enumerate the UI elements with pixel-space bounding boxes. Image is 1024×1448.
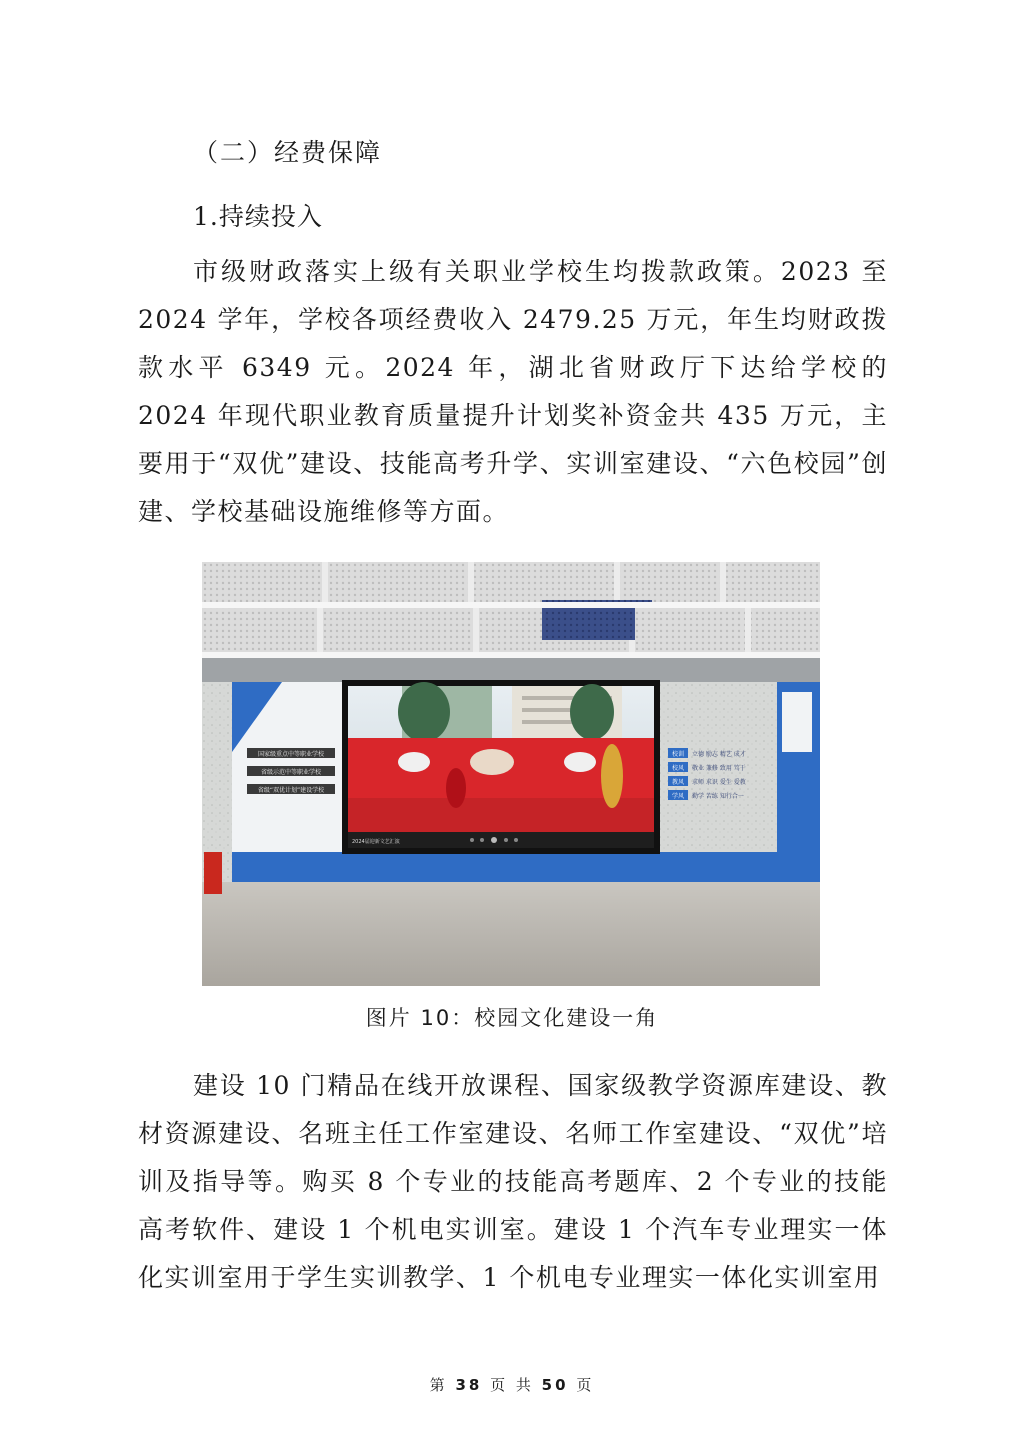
wall-sign-text: 勤学 苦练 知行合一 [692, 793, 744, 800]
figure-caption: 图片 10：校园文化建设一角 [365, 1006, 659, 1030]
paragraph-construction: 建设 10 门精品在线开放课程、国家级教学资源库建设、教材资源建设、名班主任工作室建设、名师工作室建设、“双优”培训及指导等。购买 8 个专业的技能高考题库、2 个专业的技能高考软件、建设 1 个机电实训室。建设 1 个汽车专业理实一体化实训室用于学生实训教学、1 个机电专业理实一体化实训室用 [138, 1071, 888, 1292]
photo-illustration [202, 562, 820, 986]
page-number: 38 [455, 1376, 483, 1394]
wall-sign-tag: 校风 [671, 765, 685, 772]
section-heading: （二）经费保障 [193, 138, 383, 167]
footer-prefix: 第 [429, 1376, 448, 1394]
wall-sign-tag: 教风 [671, 779, 685, 786]
wall-sign-text: 求师 求识 爱生 爱教 [692, 779, 746, 786]
wall-sign-left: 国家级重点中等职业学校 [257, 751, 325, 758]
wall-sign-text: 立德 励志 精艺 成才 [692, 751, 746, 758]
wall-sign-tag: 学风 [671, 793, 685, 800]
wall-sign-left: 省级“双优计划”建设学校 [257, 787, 325, 794]
total-pages: 50 [541, 1376, 569, 1394]
footer-middle: 页 共 [490, 1376, 534, 1394]
subsection-heading: 1.持续投入 [193, 202, 323, 231]
page-footer [0, 1374, 1024, 1395]
wall-sign-left: 省级示范中等职业学校 [260, 769, 322, 776]
campus-culture-photo [202, 562, 820, 986]
screen-banner: 2024届迎新文艺汇演 [352, 839, 400, 845]
paragraph-funding: 市级财政落实上级有关职业学校生均拨款政策。2023 至 2024 学年，学校各项经费收入 2479.25 万元，年生均财政拨款水平 6349 元。2024 年，湖北省财政厅下达给学校的 2024 年现代职业教育质量提升计划奖补资金共 435 万元，主要用于“双优”建设、技能高考升学、实训室建设、“六色校园”创建、学校基础设施维修等方面。 [138, 257, 888, 526]
footer-suffix: 页 [576, 1376, 595, 1394]
wall-sign-text: 敬业 兼修 致用 笃于 [692, 765, 746, 772]
wall-sign-tag: 校训 [671, 751, 685, 758]
